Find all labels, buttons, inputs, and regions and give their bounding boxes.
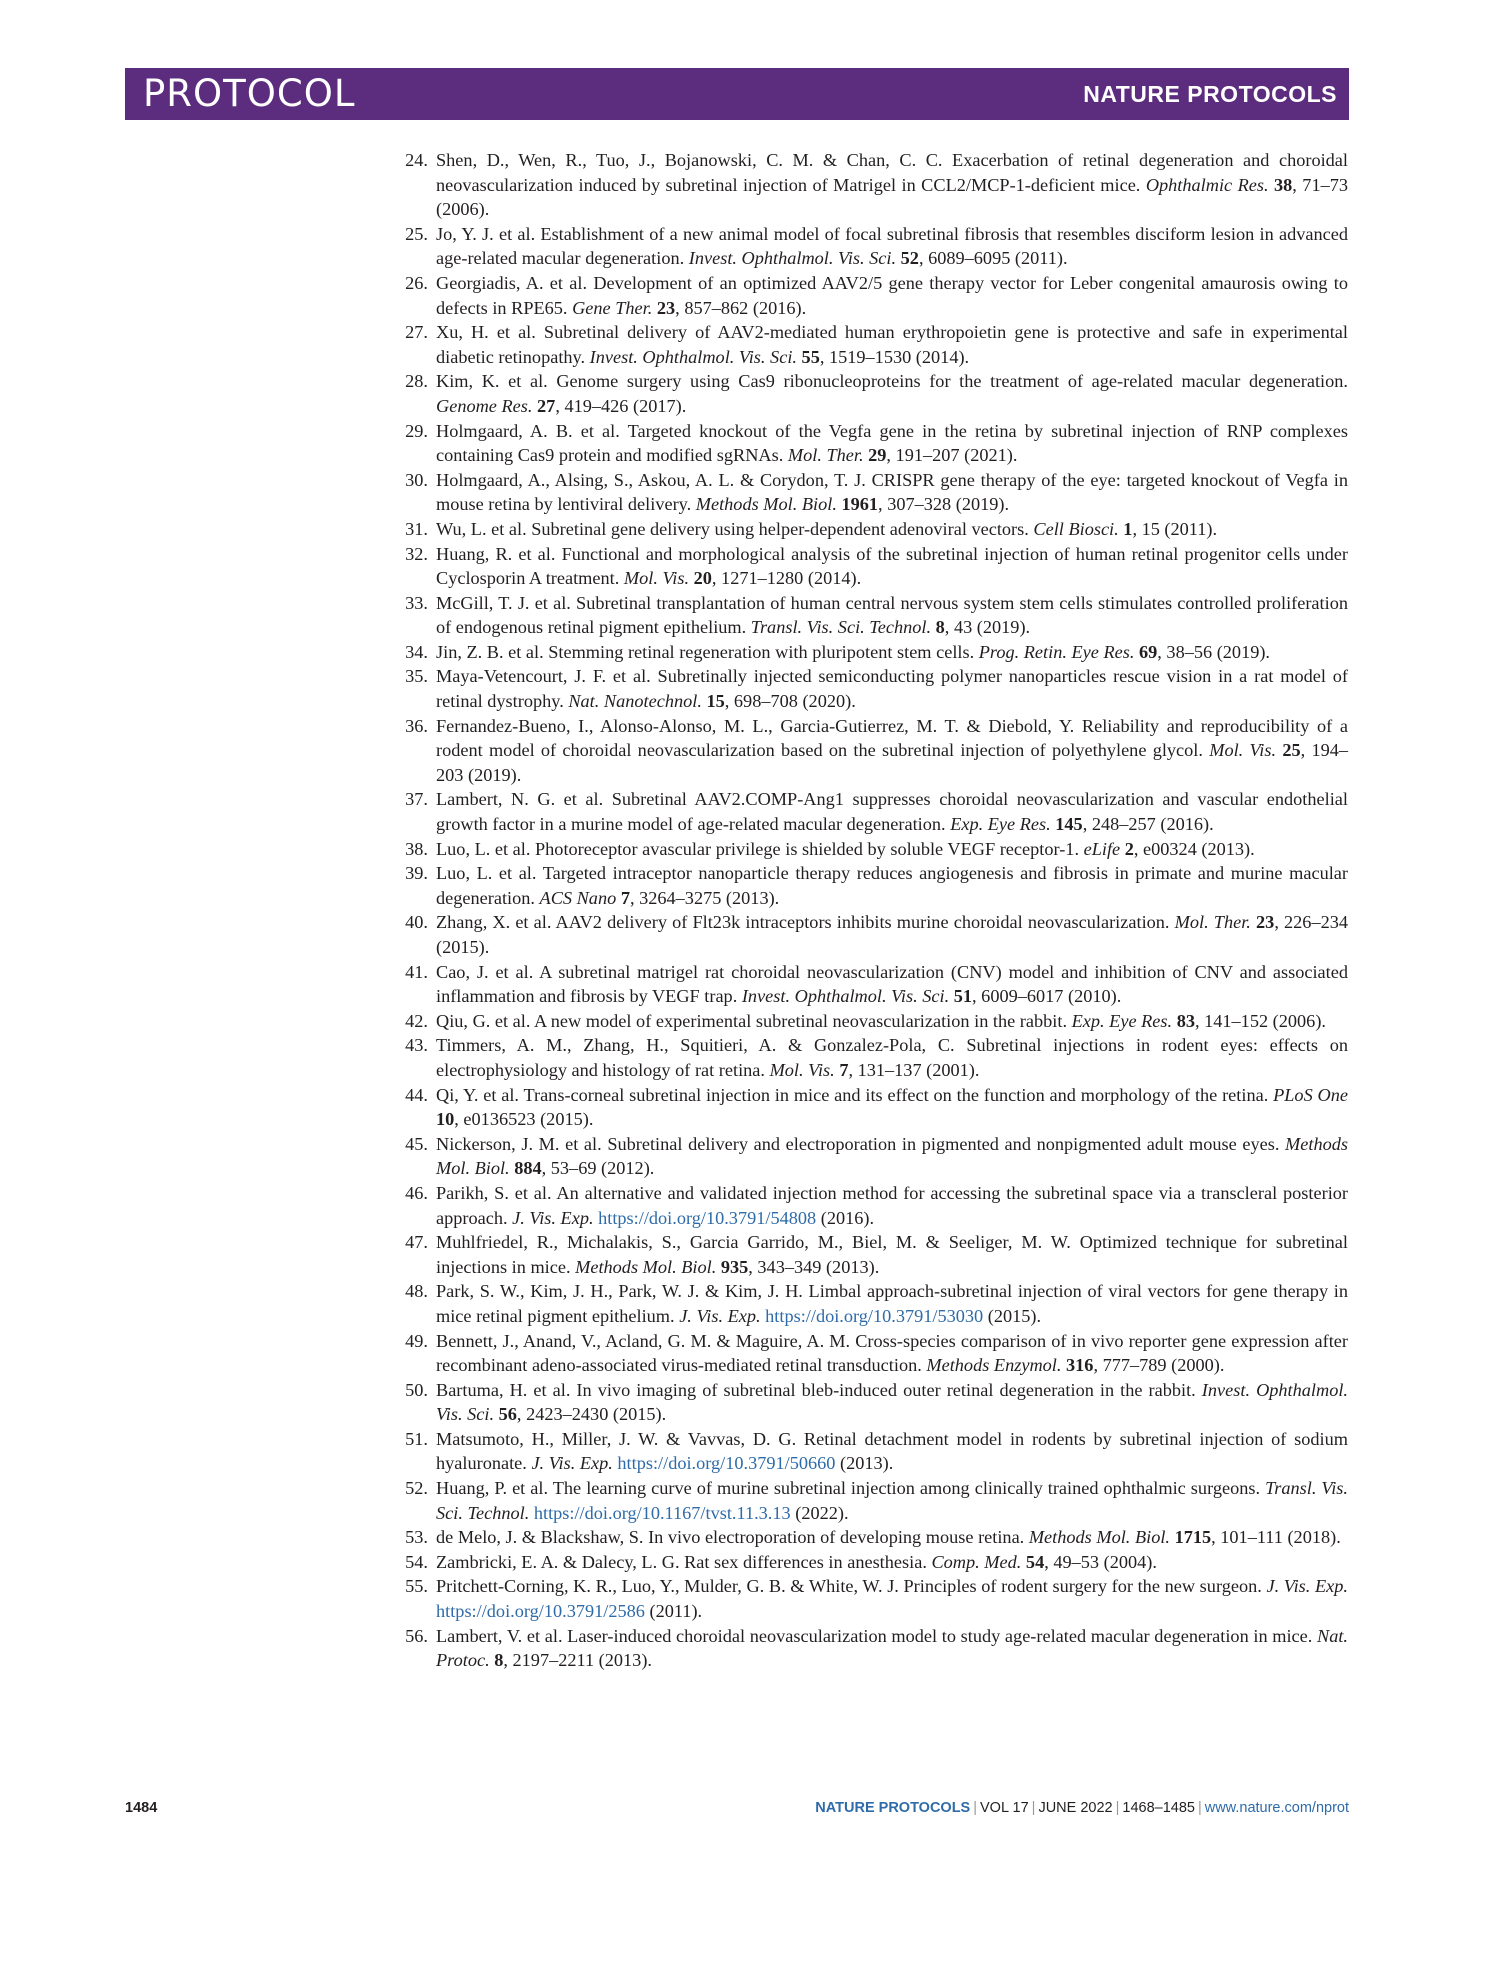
reference-number: 46. [405,1182,428,1203]
reference-number: 43. [405,1035,428,1056]
reference-text: , 777–789 (2000). [1093,1355,1225,1376]
journal-title: Transl. Vis. Sci. Technol. [436,1478,1348,1523]
reference-text: Georgiadis, A. et al. Development of an optimized AAV2/5 gene therapy vector for Leber congenital amaurosis owing to defects in RPE65. [436,272,1348,318]
reference-text: Matsumoto, H., Miller, J. W. & Vavvas, D. G. Retinal detachment model in rodents by subretinal injection of sodium hyaluronate. [436,1428,1348,1474]
reference-item [398,837,1348,862]
doi-link[interactable]: https://doi.org/10.1167/tvst.11.3.13 [533,1502,791,1523]
reference-number: 56. [405,1625,428,1646]
reference-item [398,148,1348,222]
reference-text: Bennett, J., Anand, V., Acland, G. M. & Maguire, A. M. Cross-species comparison of in vivo reporter gene expression after recombinant adeno-associated virus-mediated retinal transduction. [436,1330,1348,1376]
volume-number: 1 [1123,518,1133,539]
reference-number: 45. [405,1133,428,1154]
reference-text: Bartuma, H. et al. In vivo imaging of subretinal bleb-induced outer retinal degeneration in the rabbit. [436,1379,1202,1400]
volume-number: 25 [1282,740,1301,761]
reference-text: Wu, L. et al. Subretinal gene delivery using helper-dependent adenoviral vectors. [436,518,1034,539]
volume-number: 27 [537,395,556,416]
reference-number: 27. [405,322,428,343]
volume-number: 51 [953,986,973,1007]
volume-number: 54 [1025,1551,1045,1572]
reference-number: 48. [405,1281,428,1302]
reference-item [398,468,1348,517]
journal-title: Exp. Eye Res. [950,814,1051,835]
volume-number: 56 [498,1404,517,1425]
reference-number: 33. [405,592,428,613]
reference-number: 47. [405,1232,428,1253]
reference-text: de Melo, J. & Blackshaw, S. In vivo electroporation of developing mouse retina. [436,1527,1029,1548]
reference-item [398,1230,1348,1279]
journal-title: Methods Mol. Biol. [1028,1527,1170,1548]
reference-text: , 101–111 (2018). [1211,1527,1341,1548]
reference-number: 55. [405,1576,428,1597]
volume-number: 935 [720,1256,749,1277]
reference-text: , e00324 (2013). [1133,838,1255,859]
volume-number: 2 [1124,838,1134,859]
reference-item [398,1378,1348,1427]
reference-text: , 3264–3275 (2013). [629,887,780,908]
reference-text: , 2197–2211 (2013). [503,1650,652,1671]
reference-text: , 141–152 (2006). [1194,1010,1326,1031]
page-number: 1484 [125,1800,158,1816]
reference-item [398,1476,1348,1525]
reference-item [398,1009,1348,1034]
reference-number: 51. [405,1428,428,1449]
reference-text: , 131–137 (2001). [848,1059,980,1080]
journal-title: Methods Mol. Biol. [436,1133,1348,1179]
reference-number: 36. [405,715,428,736]
reference-text: , e0136523 (2015). [454,1109,594,1130]
reference-text: Qiu, G. et al. A new model of experimental subretinal neovascularization in the rabbit. [436,1010,1072,1031]
reference-text: (2022). [790,1502,849,1523]
volume-number: 145 [1055,814,1083,835]
reference-text: , 38–56 (2019). [1157,641,1271,662]
reference-item [398,1083,1348,1132]
reference-text: , 343–349 (2013). [748,1256,880,1277]
journal-title: Cell Biosci. [1033,518,1119,539]
reference-text: Huang, R. et al. Functional and morphological analysis of the subretinal injection of human retinal progenitor cells under Cyclosporin A treatment. [436,543,1348,589]
volume-number: 1715 [1174,1527,1212,1548]
reference-text: , 6089–6095 (2011). [918,248,1068,269]
reference-text: Pritchett-Corning, K. R., Luo, Y., Mulder, G. B. & White, W. J. Principles of rodent surgery for the new surgeon. [436,1576,1267,1597]
journal-title: PLoS One [1273,1084,1348,1105]
journal-title: Invest. Ophthalmol. Vis. Sci. [589,346,797,367]
reference-text: Nickerson, J. M. et al. Subretinal delivery and electroporation in pigmented and nonpigmented adult mouse eyes. [436,1133,1286,1154]
reference-text: , 194–203 (2019). [436,740,1349,785]
journal-title: Mol. Vis. [769,1059,835,1080]
reference-number: 24. [405,150,428,170]
reference-text: Timmers, A. M., Zhang, H., Squitieri, A. & Gonzalez-Pola, C. Subretinal injections in rodent eyes: effects on electrophysiology and histology of rat retina. [436,1035,1348,1080]
reference-number: 28. [405,371,428,392]
section-label: PROTOCOL [143,72,356,115]
reference-item [398,591,1348,640]
page-range: 1468–1485 [1122,1800,1195,1816]
volume-number: 7 [620,887,630,908]
volume-number: 55 [801,346,820,367]
journal-title: J. Vis. Exp. [512,1207,594,1228]
reference-number: 39. [405,863,428,884]
reference-number: 44. [405,1084,428,1105]
reference-number: 30. [405,469,428,490]
reference-number: 53. [405,1527,428,1548]
volume-number: 10 [436,1109,455,1130]
journal-title: Prog. Retin. Eye Res. [978,641,1135,662]
reference-number: 26. [405,272,428,293]
reference-item [398,1624,1348,1673]
reference-number: 25. [405,223,428,244]
separator: | [1197,1800,1202,1816]
reference-item [398,1279,1348,1328]
journal-title: Methods Enzymol. [926,1355,1062,1376]
journal-title: Comp. Med. [931,1551,1022,1572]
reference-number: 31. [405,518,428,539]
journal-label: NATURE PROTOCOLS [1083,81,1337,107]
separator: | [973,1800,978,1816]
journal-title: Genome Res. [436,395,533,416]
reference-number: 35. [405,666,428,687]
reference-item [398,960,1348,1009]
journal-title: ACS Nano [539,887,617,908]
reference-text: , 49–53 (2004). [1044,1551,1157,1572]
reference-text: , 248–257 (2016). [1082,814,1214,835]
reference-item [398,664,1348,713]
reference-text: Jin, Z. B. et al. Stemming retinal regeneration with pluripotent stem cells. [436,641,979,662]
journal-title: J. Vis. Exp. [679,1305,761,1326]
reference-text: Xu, H. et al. Subretinal delivery of AAV2-mediated human erythropoietin gene is protective and safe in experimental diabetic retinopathy. [436,322,1348,367]
journal-title: Gene Ther. [572,297,653,318]
reference-item [398,1033,1348,1082]
volume-number: 1961 [841,494,879,515]
reference-text: , 1271–1280 (2014). [711,568,862,589]
reference-text: Huang, P. et al. The learning curve of murine subretinal injection among clinically trained ophthalmic surgeons. [436,1478,1266,1499]
separator: | [1115,1800,1120,1816]
reference-text: Muhlfriedel, R., Michalakis, S., Garcia Garrido, M., Biel, M. & Seeliger, M. W. Optimized technique for subretinal injections in mice. [436,1232,1348,1277]
reference-item [398,1132,1348,1181]
reference-text: , 698–708 (2020). [724,691,856,712]
reference-text: Jo, Y. J. et al. Establishment of a new animal model of focal subretinal fibrosis that resembles disciform lesion in advanced age-related macular degeneration. [436,223,1348,269]
journal-url-link[interactable]: www.nature.com/nprot [1204,1800,1349,1816]
reference-text: Park, S. W., Kim, J. H., Park, W. J. & Kim, J. H. Limbal approach-subretinal injection of viral vectors for gene therapy in mice retinal pigment epithelium. [436,1281,1348,1326]
reference-number: 38. [405,838,428,859]
journal-title: Transl. Vis. Sci. Technol. [750,617,932,638]
reference-item [398,910,1348,959]
reference-text: Holmgaard, A., Alsing, S., Askou, A. L. & Corydon, T. J. CRISPR gene therapy of the eye: targeted knockout of Vegfa in mouse retina by lentiviral delivery. [436,469,1348,515]
volume-number: 52 [900,248,919,269]
reference-item [398,787,1348,836]
journal-title: J. Vis. Exp. [1266,1576,1348,1597]
reference-text: , 15 (2011). [1132,518,1218,539]
reference-text: McGill, T. J. et al. Subretinal transplantation of human central nervous system stem cells stimulates controlled proliferation of endogenous retinal pigment epithelium. [436,592,1348,638]
journal-title: Nat. Protoc. [436,1625,1348,1671]
reference-item [398,1550,1348,1575]
reference-number: 40. [405,912,428,933]
reference-text: (2015). [983,1305,1042,1326]
reference-number: 29. [405,420,428,441]
reference-item [398,320,1348,369]
journal-title: Methods Mol. Biol. [575,1256,717,1277]
volume-number: 884 [514,1158,542,1179]
volume-number: 8 [494,1650,504,1671]
volume-number: 23 [1256,912,1275,933]
reference-item [398,222,1348,271]
journal-title: Mol. Ther. [787,445,864,466]
reference-text: , 1519–1530 (2014). [819,346,970,367]
reference-text: Zambricki, E. A. & Dalecy, L. G. Rat sex differences in anesthesia. [436,1551,932,1572]
journal-title: Invest. Ophthalmol. Vis. Sci. [741,986,950,1007]
reference-number: 32. [405,543,428,564]
reference-text: , 71–73 (2006). [436,174,1349,220]
volume-number: 316 [1066,1355,1094,1376]
reference-text: Fernandez-Bueno, I., Alonso-Alonso, M. L., Garcia-Gutierrez, M. T. & Diebold, Y. Reliability and reproducibility of a rodent model of choroidal neovascularization based on the subretinal injection of polyethylene glycol. [436,715,1348,761]
reference-text: Kim, K. et al. Genome surgery using Cas9 ribonucleoproteins for the treatment of age-related macular degeneration. [436,371,1348,392]
journal-title: Invest. Ophthalmol. Vis. Sci. [436,1379,1348,1425]
reference-text: , 53–69 (2012). [541,1158,655,1179]
reference-item [398,861,1348,910]
reference-text: Luo, L. et al. Targeted intraceptor nanoparticle therapy reduces angiogenesis and fibrosis in primate and murine macular degeneration. [436,863,1348,908]
reference-item [398,419,1348,468]
journal-title: Mol. Vis. [1209,740,1277,761]
reference-text: , 226–234 (2015). [436,912,1349,957]
volume-number: 69 [1139,641,1158,662]
separator: | [1031,1800,1036,1816]
reference-number: 34. [405,641,428,662]
reference-text: , 6009–6017 (2010). [972,986,1122,1007]
reference-text: Maya-Vetencourt, J. F. et al. Subretinally injected semiconducting polymer nanoparticles rescue vision in a rat model of retinal dystrophy. [436,666,1348,712]
reference-item [398,714,1348,788]
volume-number: 20 [693,568,712,589]
journal-title: Ophthalmic Res. [1145,174,1269,195]
reference-item [398,640,1348,665]
journal-title: Mol. Ther. [1174,912,1251,933]
reference-item [398,369,1348,418]
footer-journal-name: NATURE PROTOCOLS [815,1800,971,1816]
volume-number: 29 [868,445,887,466]
reference-number: 54. [405,1551,428,1572]
reference-text: , 191–207 (2021). [886,445,1018,466]
journal-title: Nat. Nanotechnol. [568,691,702,712]
reference-text: (2013). [835,1453,894,1474]
reference-text: Lambert, N. G. et al. Subretinal AAV2.COMP-Ang1 suppresses choroidal neovascularization and vascular endothelial growth factor in a murine model of age-related macular degeneration. [436,789,1348,835]
reference-text: , 857–862 (2016). [675,297,807,318]
journal-info [815,1800,1349,1816]
volume-number: 15 [706,691,725,712]
volume-number: 23 [656,297,676,318]
reference-text: (2011). [644,1601,703,1622]
reference-number: 52. [405,1478,428,1499]
volume-number: 38 [1274,174,1293,195]
reference-item [398,1181,1348,1230]
reference-text: Shen, D., Wen, R., Tuo, J., Bojanowski, C. M. & Chan, C. C. Exacerbation of retinal degeneration and choroidal neovascularization induced by subretinal injection of Matrigel in CCL2/MCP-1-deficient mice. [436,150,1348,195]
header-banner [125,68,1349,120]
volume-number: 83 [1176,1010,1195,1031]
reference-number: 41. [405,961,428,982]
reference-item [398,1574,1348,1623]
reference-item [398,542,1348,591]
reference-number: 50. [405,1379,428,1400]
reference-number: 42. [405,1010,428,1031]
reference-item [398,517,1348,542]
doi-link[interactable]: https://doi.org/10.3791/2586 [436,1601,645,1622]
reference-text: , 419–426 (2017). [555,395,687,416]
volume-number: 7 [839,1059,849,1080]
reference-text: Parikh, S. et al. An alternative and validated injection method for accessing the subretinal space via a transcleral posterior approach. [436,1182,1348,1228]
issue-date: JUNE 2022 [1038,1800,1113,1816]
reference-text: , 2423–2430 (2015). [516,1404,667,1425]
journal-title: Mol. Vis. [623,568,690,589]
journal-title: Methods Mol. Biol. [695,494,837,515]
volume: VOL 17 [980,1800,1029,1816]
journal-title: Exp. Eye Res. [1071,1010,1173,1031]
reference-text: , 307–328 (2019). [878,494,1010,515]
reference-number: 49. [405,1330,428,1351]
reference-number: 37. [405,789,428,810]
reference-text: Luo, L. et al. Photoreceptor avascular privilege is shielded by soluble VEGF receptor-1. [436,838,1084,859]
reference-item [398,271,1348,320]
reference-text: (2016). [816,1207,875,1228]
reference-list [398,148,1348,1673]
doi-link[interactable]: https://doi.org/10.3791/54808 [598,1207,817,1228]
reference-text: Lambert, V. et al. Laser-induced choroidal neovascularization model to study age-related macular degeneration in mice. [436,1625,1318,1646]
reference-text: Cao, J. et al. A subretinal matrigel rat choroidal neovascularization (CNV) model and inhibition of CNV and associated inflammation and fibrosis by VEGF trap. [436,961,1348,1007]
doi-link[interactable]: https://doi.org/10.3791/50660 [617,1453,836,1474]
reference-item [398,1427,1348,1476]
reference-text: Zhang, X. et al. AAV2 delivery of Flt23k intraceptors inhibits murine choroidal neovascularization. [436,912,1175,933]
volume-number: 8 [935,617,945,638]
journal-title: eLife [1083,838,1121,859]
reference-item [398,1329,1348,1378]
journal-title: J. Vis. Exp. [531,1453,613,1474]
reference-text: Qi, Y. et al. Trans-corneal subretinal injection in mice and its effect on the function and morphology of the retina. [436,1084,1274,1105]
reference-text: , 43 (2019). [944,617,1031,638]
reference-text: Holmgaard, A. B. et al. Targeted knockout of the Vegfa gene in the retina by subretinal injection of RNP complexes containing Cas9 protein and modified sgRNAs. [436,420,1348,466]
page-footer [125,1800,1349,1824]
doi-link[interactable]: https://doi.org/10.3791/53030 [765,1305,984,1326]
reference-item [398,1525,1348,1550]
journal-title: Invest. Ophthalmol. Vis. Sci. [688,248,897,269]
